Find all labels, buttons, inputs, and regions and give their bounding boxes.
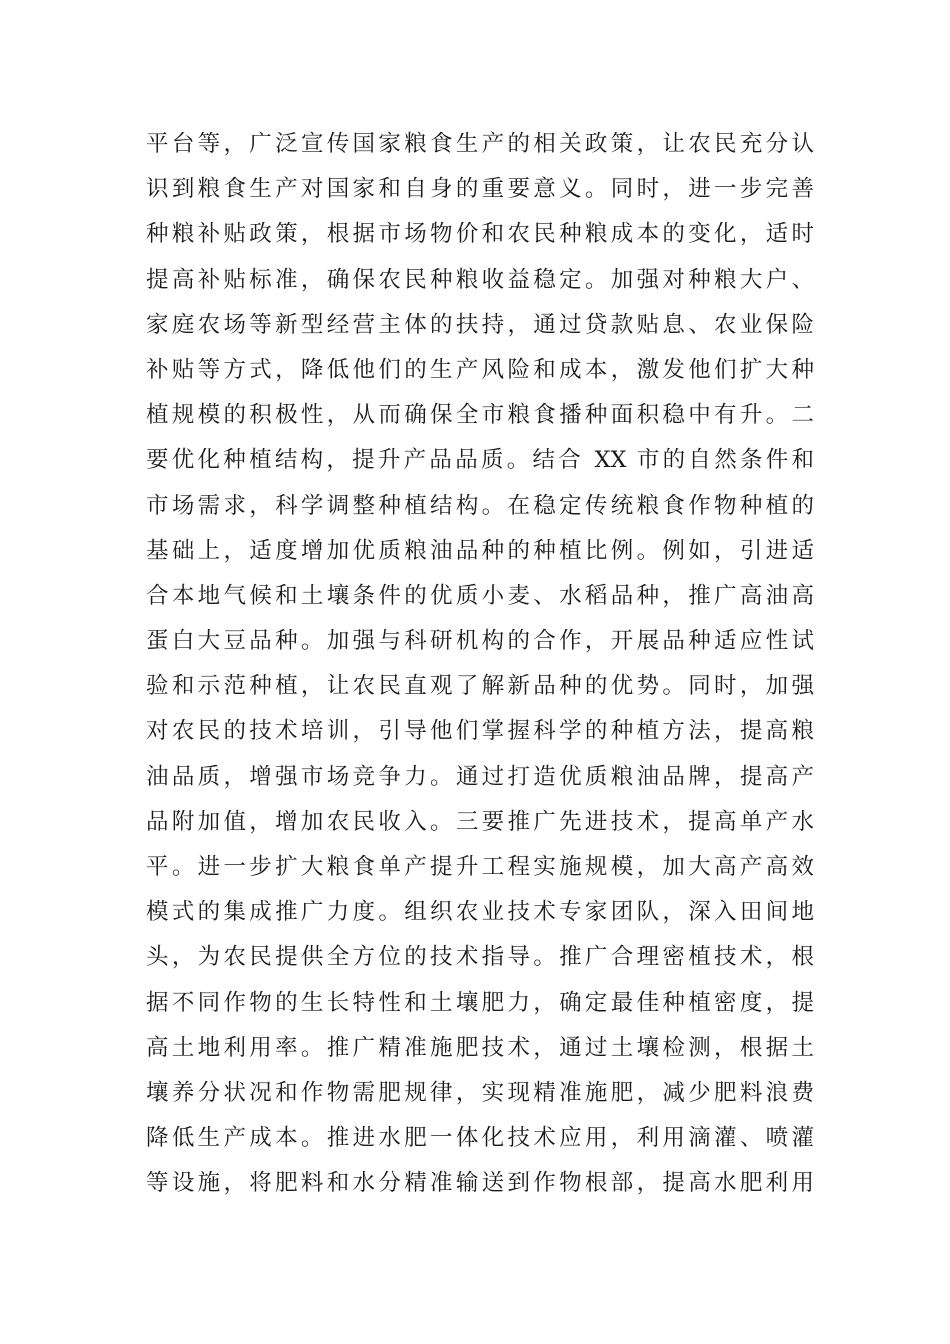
text-line: 种粮补贴政策，根据市场物价和农民种粮成本的变化，适时 (146, 221, 814, 248)
text-line: 蛋白大豆品种。加强与科研机构的合作，开展品种适应性试 (146, 628, 814, 655)
text-line: 补贴等方式，降低他们的生产风险和成本，激发他们扩大种 (146, 356, 814, 383)
text-line: 平台等，广泛宣传国家粮食生产的相关政策，让农民充分认 (146, 131, 814, 157)
text-line: 模式的集成推广力度。组织农业技术专家团队，深入田间地 (146, 899, 814, 926)
text-line: 据不同作物的生长特性和土壤肥力，确定最佳种植密度，提 (146, 989, 814, 1016)
text-line: 基础上，适度增加优质粮油品种的种植比例。例如，引进适 (146, 537, 814, 564)
text-line: 平。进一步扩大粮食单产提升工程实施规模，加大高产高效 (146, 854, 814, 880)
text-line: 头，为农民提供全方位的技术指导。推广合理密植技术，根 (146, 944, 814, 971)
text-line: 等设施，将肥料和水分精准输送到作物根部，提高水肥利用 (146, 1170, 814, 1197)
text-line: 验和示范种植，让农民直观了解新品种的优势。同时，加强 (146, 673, 814, 700)
text-line: 植规模的积极性，从而确保全市粮食播种面积稳中有升。二 (146, 402, 814, 429)
text-line: 对农民的技术培训，引导他们掌握科学的种植方法，提高粮 (146, 718, 814, 745)
text-line: 品附加值，增加农民收入。三要推广先进技术，提高单产水 (146, 808, 814, 835)
text-line: 降低生产成本。推进水肥一体化技术应用，利用滴灌、喷灌 (146, 1125, 814, 1152)
text-line: 识到粮食生产对国家和自身的重要意义。同时，进一步完善 (146, 176, 814, 203)
text-line: 市场需求，科学调整种植结构。在稳定传统粮食作物种植的 (146, 492, 814, 519)
text-line: 提高补贴标准，确保农民种粮收益稳定。加强对种粮大户、 (146, 266, 814, 293)
body-paragraph (146, 122, 814, 1207)
text-line: 高土地利用率。推广精准施肥技术，通过土壤检测，根据土 (146, 1034, 814, 1061)
text-line: 家庭农场等新型经营主体的扶持，通过贷款贴息、农业保险 (146, 311, 814, 338)
text-line: 要优化种植结构，提升产品品质。结合 XX 市的自然条件和 (146, 447, 814, 474)
text-line: 油品质，增强市场竞争力。通过打造优质粮油品牌，提高产 (146, 763, 814, 790)
text-line: 合本地气候和土壤条件的优质小麦、水稻品种，推广高油高 (146, 582, 814, 609)
text-line: 壤养分状况和作物需肥规律，实现精准施肥，减少肥料浪费 (146, 1079, 814, 1106)
